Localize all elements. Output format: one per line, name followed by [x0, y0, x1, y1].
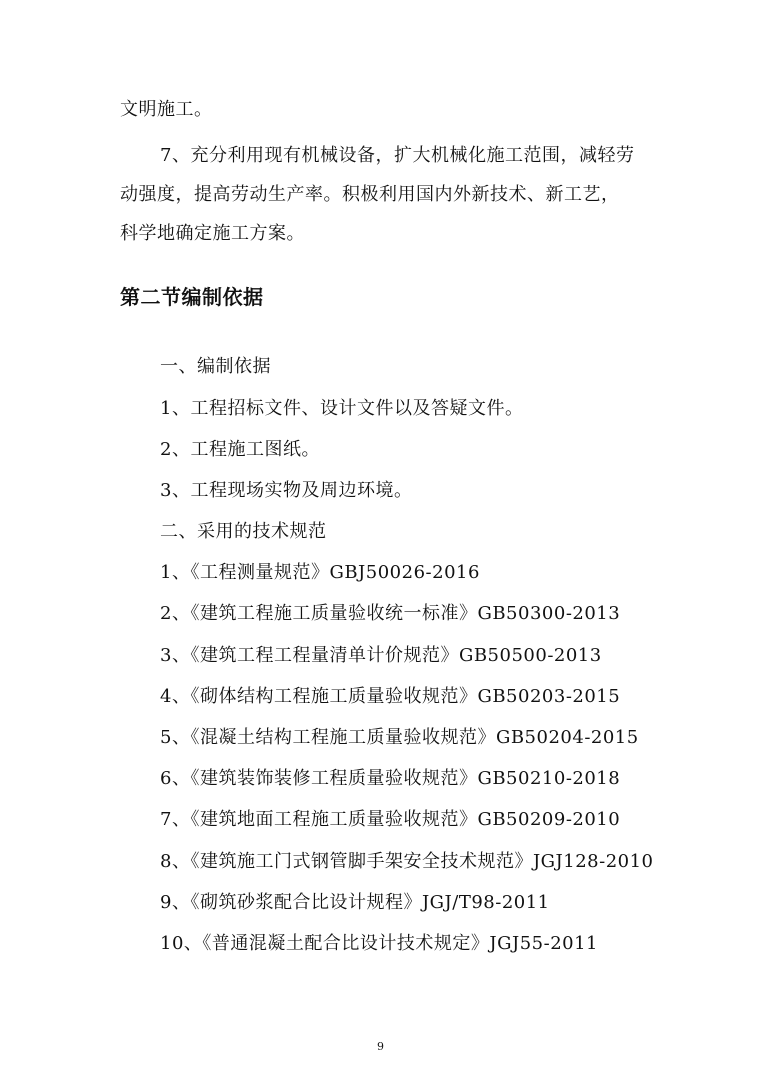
basis-item: 1、工程招标文件、设计文件以及答疑文件。: [160, 398, 524, 419]
paragraph-continuation-line: 文明施工。: [120, 99, 213, 120]
standard-item: 8、《建筑施工门式钢管脚手架安全技术规范》JGJ128-2010: [160, 851, 654, 872]
standard-item: 1、《工程测量规范》GBJ50026-2016: [160, 562, 480, 583]
basis-item: 3、工程现场实物及周边环境。: [160, 480, 413, 501]
item-7-line-3: 科学地确定施工方案。: [120, 223, 305, 244]
standards-heading: 二、采用的技术规范: [160, 521, 327, 542]
standard-item: 5、《混凝土结构工程施工质量验收规范》GB50204-2015: [160, 727, 639, 748]
standard-item: 2、《建筑工程施工质量验收统一标准》GB50300-2013: [160, 603, 621, 624]
standard-item: 4、《砌体结构工程施工质量验收规范》GB50203-2015: [160, 686, 621, 707]
page-number: 9: [377, 1040, 384, 1053]
standard-item: 9、《砌筑砂浆配合比设计规程》JGJ/T98-2011: [160, 892, 550, 913]
standard-item: 6、《建筑装饰装修工程质量验收规范》GB50210-2018: [160, 768, 621, 789]
standard-item: 7、《建筑地面工程施工质量验收规范》GB50209-2010: [160, 809, 621, 830]
section-title: 第二节编制依据: [120, 285, 264, 309]
item-7-line-2: 动强度，提高劳动生产率。积极利用国内外新技术、新工艺，: [120, 184, 620, 205]
standard-item: 10、《普通混凝土配合比设计技术规定》JGJ55-2011: [160, 933, 599, 954]
basis-heading: 一、编制依据: [160, 356, 271, 377]
basis-item: 2、工程施工图纸。: [160, 439, 320, 460]
standard-item: 3、《建筑工程工程量清单计价规范》GB50500-2013: [160, 645, 602, 666]
item-7-line-1: 7、充分利用现有机械设备，扩大机械化施工范围，减轻劳: [160, 145, 635, 166]
